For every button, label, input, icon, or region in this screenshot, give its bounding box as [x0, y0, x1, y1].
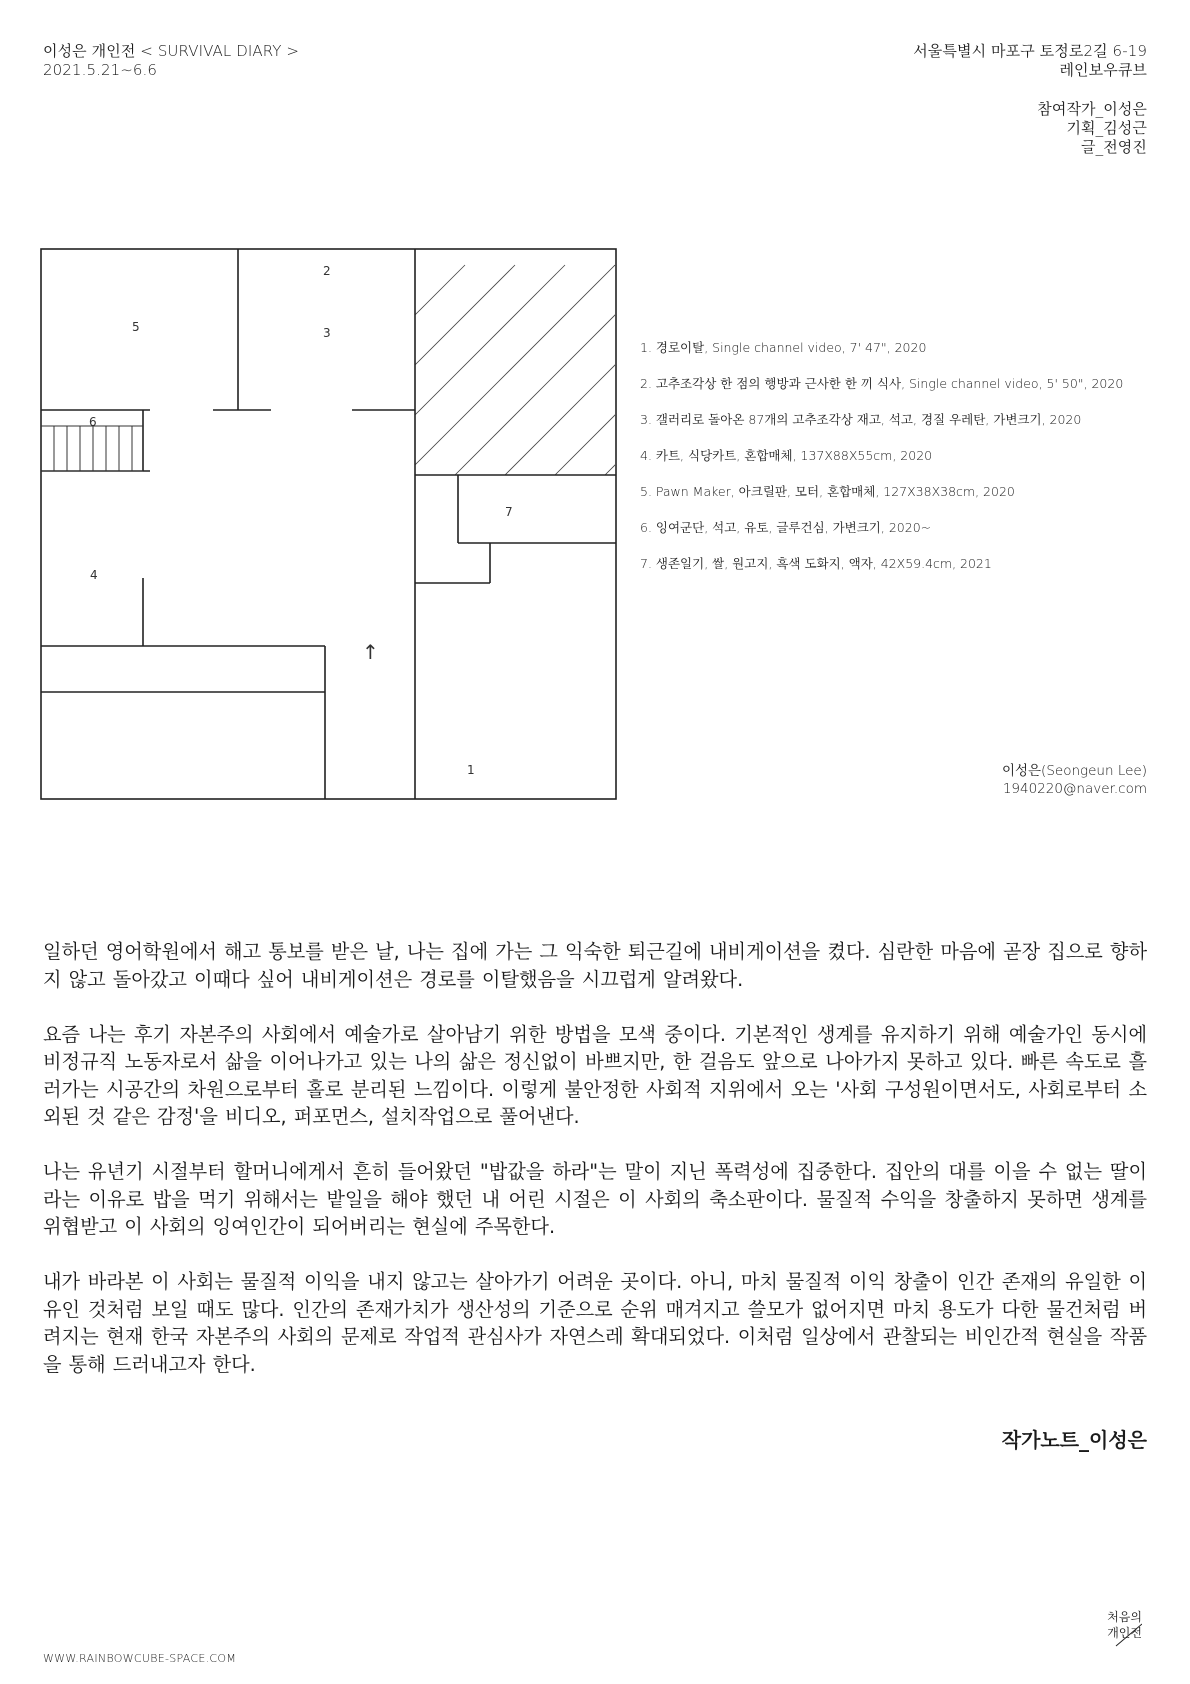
exhibition-dates: 2021.5.21~6.6	[43, 61, 158, 79]
logo-line-1: 처음의	[1107, 1610, 1142, 1624]
work-item-5: 5. Pawn Maker, 아크릴판, 모터, 혼합매체, 127X38X38cm, 2020	[640, 484, 1015, 499]
work-item-7: 7. 생존일기, 쌀, 원고지, 흑색 도화지, 액자, 42X59.4cm, 2021	[640, 556, 992, 571]
work-item-6: 6. 잉여군단, 석고, 유토, 글루건심, 가변크기, 2020~	[640, 520, 932, 535]
staircase	[41, 426, 143, 471]
room-label-3: 3	[323, 326, 331, 340]
credit-writer: 글_전영진	[1081, 138, 1147, 156]
venue-address: 서울특별시 마포구 토정로2길 6-19	[913, 42, 1147, 60]
logo-slash-icon	[1086, 1608, 1142, 1648]
work-item-4: 4. 카트, 식당카트, 혼합매체, 137X88X55cm, 2020	[640, 448, 933, 463]
credits	[1037, 100, 1147, 157]
website-url: WWW.RAINBOWCUBE-SPACE.COM	[43, 1652, 237, 1665]
artist-contact	[1002, 762, 1147, 798]
exhibition-title: 이성은 개인전 < SURVIVAL DIARY >	[43, 42, 300, 60]
entrance-arrow-icon: ↑	[362, 640, 379, 664]
essay-paragraph-4: 내가 바라본 이 사회는 물질적 이익을 내지 않고는 살아가기 어려운 곳이다. 아니, 마치 물질적 이익 창출이 인간 존재의 유일한 이유인 것처럼 보일 때도 많다. 인간의 존재가치가 생산성의 기준으로 순위 매겨지고 쓸모가 없어지면 마치 용도가 다한 물건처럼 버려지는 현재 한국 자본주의 사회의 문제로 작업적 관심사가 자연스레 확대되었다. 이처럼 일상에서 관찰되는 비인간적 현실을 작품을 통해 드러내고자 한다.	[43, 1270, 1147, 1376]
venue-name: 레인보우큐브	[1059, 61, 1147, 79]
room-label-6: 6	[89, 415, 97, 429]
exhibition-logo	[1086, 1608, 1142, 1648]
room-label-1: 1	[467, 763, 475, 777]
work-item-3: 3. 갤러리로 돌아온 87개의 고추조각상 재고, 석고, 경질 우레탄, 가변크기, 2020	[640, 412, 1082, 427]
room-label-5: 5	[132, 320, 140, 334]
header-left	[43, 42, 299, 80]
artist-statement	[43, 938, 1147, 1406]
signature: 작가노트_이성은	[1001, 1428, 1147, 1452]
floor-plan	[40, 248, 620, 800]
room-label-2: 2	[323, 264, 331, 278]
header-right	[913, 42, 1147, 80]
credit-artist: 참여작가_이성은	[1037, 100, 1147, 118]
room-label-7: 7	[505, 505, 513, 519]
artist-email: 1940220@naver.com	[1002, 781, 1147, 797]
room-label-4: 4	[90, 568, 98, 582]
essay-paragraph-3: 나는 유년기 시절부터 할머니에게서 흔히 들어왔던 "밥값을 하라"는 말이 지닌 폭력성에 집중한다. 집안의 대를 이을 수 없는 딸이라는 이유로 밥을 먹기 위해서는 밭일을 해야 했던 내 어린 시절은 이 사회의 축소판이다. 물질적 수익을 창출하지 못하면 생계를 위협받고 이 사회의 잉여인간이 되어버리는 현실에 주목한다.	[43, 1160, 1147, 1238]
work-item-2: 2. 고추조각상 한 점의 행방과 근사한 한 끼 식사, Single channel video, 5' 50", 2020	[640, 376, 1124, 391]
credit-curator: 기획_김성근	[1066, 119, 1147, 137]
work-item-1: 1. 경로이탈, Single channel video, 7' 47", 2020	[640, 340, 927, 355]
work-list	[640, 338, 1123, 590]
essay-paragraph-1: 일하던 영어학원에서 해고 통보를 받은 날, 나는 집에 가는 그 익숙한 퇴근길에 내비게이션을 켰다. 심란한 마음에 곧장 집으로 향하지 않고 돌아갔고 이때다 싶어 내비게이션은 경로를 이탈했음을 시끄럽게 알려왔다.	[43, 940, 1147, 991]
essay-paragraph-2: 요즘 나는 후기 자본주의 사회에서 예술가로 살아남기 위한 방법을 모색 중이다. 기본적인 생계를 유지하기 위해 예술가인 동시에 비정규직 노동자로서 삶을 이어나가고 있는 나의 삶은 정신없이 바쁘지만, 한 걸음도 앞으로 나아가지 못하고 있다. 빠른 속도로 흘러가는 시공간의 차원으로부터 홀로 분리된 느낌이다. 이렇게 불안정한 사회적 지위에서 오는 '사회 구성원이면서도, 사회로부터 소외된 것 같은 감정'을 비디오, 퍼포먼스, 설치작업으로 풀어낸다.	[43, 1022, 1147, 1128]
logo-line-2: 개인전	[1107, 1626, 1142, 1640]
artist-name: 이성은(Seongeun Lee)	[1001, 763, 1147, 779]
